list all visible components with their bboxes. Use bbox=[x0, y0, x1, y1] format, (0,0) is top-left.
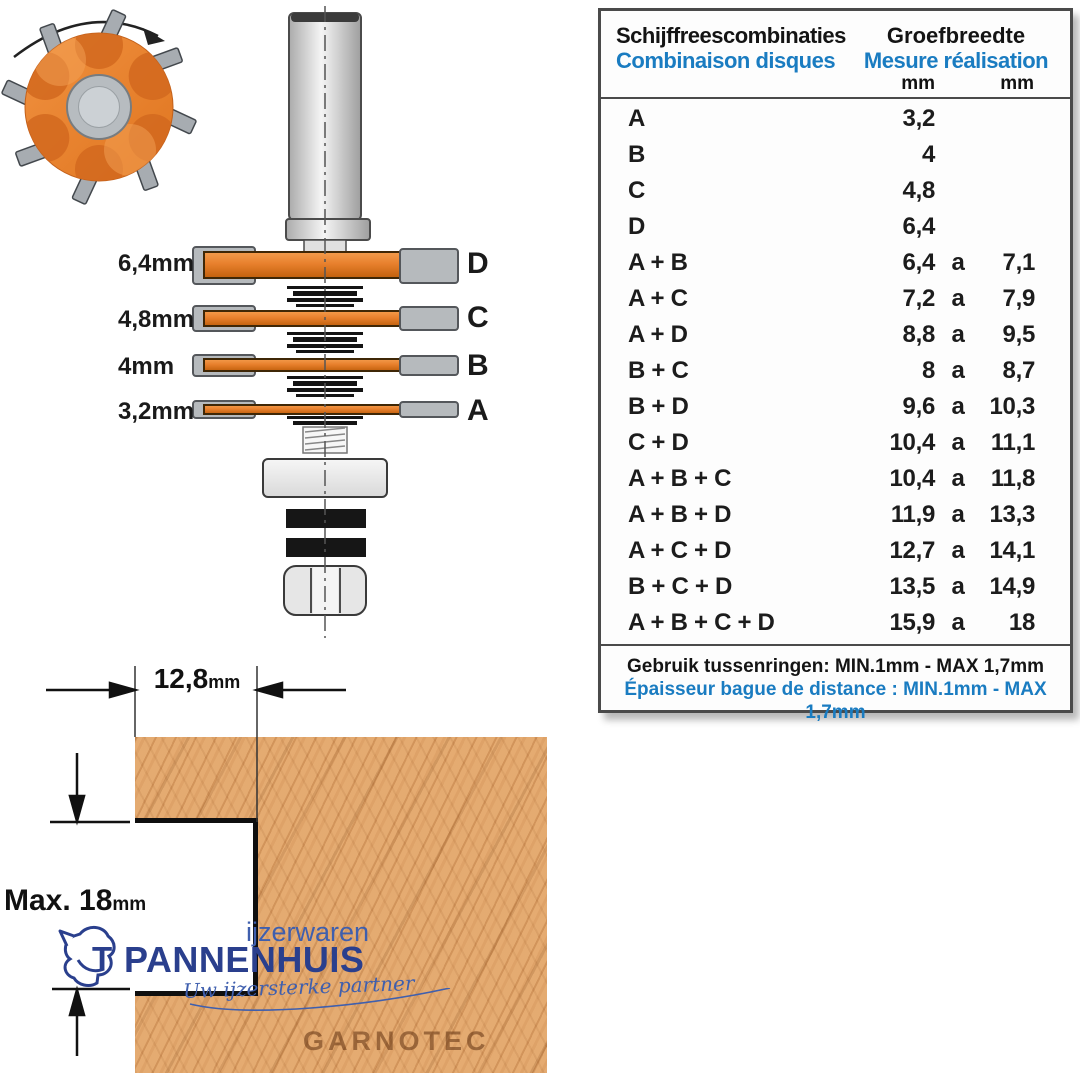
table-row bbox=[601, 101, 1070, 137]
min-width-cell: 8,8 bbox=[902, 321, 935, 348]
range-separator-cell: a bbox=[951, 465, 965, 492]
min-width-cell: 10,4 bbox=[889, 465, 935, 492]
max-width-cell: 10,3 bbox=[989, 393, 1035, 420]
combination-cell: B + C bbox=[628, 357, 689, 384]
combination-cell: A + D bbox=[628, 321, 688, 348]
width-value: 12,8 bbox=[153, 663, 209, 694]
table-row bbox=[601, 569, 1070, 605]
arbor-assembly-drawing bbox=[0, 0, 600, 660]
max-width-cell: 8,7 bbox=[1002, 357, 1035, 384]
depth-unit: mm bbox=[112, 894, 147, 915]
min-width-cell: 9,6 bbox=[902, 393, 935, 420]
black-spacer-1 bbox=[286, 509, 366, 528]
footer-note-nl: Gebruik tussenringen: MIN.1mm - MAX 1,7mm bbox=[626, 656, 1045, 677]
max-depth-dimension bbox=[4, 884, 146, 918]
logo-ijzerwaren-text: ijzerwaren bbox=[246, 917, 370, 947]
table-row bbox=[601, 353, 1070, 389]
max-width-cell: 18 bbox=[1008, 609, 1035, 636]
logo-name: PANNENHUIS bbox=[124, 939, 365, 980]
slot-cutter-disc bbox=[1, 9, 196, 204]
max-width-cell: 7,9 bbox=[1002, 285, 1035, 312]
min-width-cell: 6,4 bbox=[902, 213, 935, 240]
max-width-cell: 11,1 bbox=[990, 429, 1035, 456]
max-width-cell: 7,1 bbox=[1002, 249, 1035, 276]
min-width-cell: 11,9 bbox=[890, 501, 935, 528]
table-row bbox=[601, 245, 1070, 281]
combinations-table bbox=[598, 8, 1073, 723]
header-col1-fr: Combinaison disques bbox=[616, 48, 836, 73]
min-width-cell: 4 bbox=[921, 141, 935, 168]
range-separator-cell: a bbox=[951, 429, 965, 456]
table-footer bbox=[601, 644, 1070, 723]
black-spacer-2 bbox=[286, 538, 366, 557]
shank bbox=[286, 13, 370, 253]
max-width-cell: 9,5 bbox=[1002, 321, 1035, 348]
range-separator-cell: a bbox=[951, 393, 965, 420]
header-col2-fr: Mesure réalisation bbox=[863, 48, 1049, 73]
range-separator-cell: a bbox=[951, 537, 965, 564]
combination-cell: A + C + D bbox=[628, 537, 732, 564]
combination-cell: A bbox=[628, 105, 646, 132]
combination-cell: A + B + D bbox=[628, 501, 732, 528]
unit-mm-min: mm bbox=[901, 73, 935, 94]
table-row bbox=[601, 281, 1070, 317]
min-width-cell: 15,9 bbox=[889, 609, 935, 636]
cutter-letter-b: B bbox=[467, 349, 489, 382]
table-row bbox=[601, 461, 1070, 497]
cutter-size-label-b: 4mm bbox=[118, 353, 175, 380]
combination-cell: B + C + D bbox=[628, 573, 732, 600]
combination-cell: C bbox=[628, 177, 646, 204]
groove-width-dimension bbox=[137, 663, 257, 695]
combination-cell: A + B + C bbox=[628, 465, 732, 492]
table-row bbox=[601, 605, 1070, 641]
wood-watermark: GARNOTEC bbox=[303, 1026, 490, 1056]
footer-note-fr: Épaisseur bague de distance : MIN.1mm - MAX 1,7mm bbox=[624, 679, 1047, 723]
max-width-cell: 11,8 bbox=[990, 465, 1035, 492]
min-width-cell: 8 bbox=[921, 357, 935, 384]
min-width-cell: 13,5 bbox=[889, 573, 935, 600]
combination-cell: A + B bbox=[628, 249, 688, 276]
depth-value: Max. 18 bbox=[4, 884, 113, 917]
range-separator-cell: a bbox=[951, 321, 965, 348]
header-col2-nl: Groefbreedte bbox=[886, 23, 1026, 48]
range-separator-cell: a bbox=[951, 357, 965, 384]
max-width-cell: 14,9 bbox=[989, 573, 1035, 600]
combination-cell: B bbox=[628, 141, 646, 168]
header-col1-nl: Schijffreescombinaties bbox=[616, 23, 846, 48]
min-width-cell: 10,4 bbox=[889, 429, 935, 456]
min-width-cell: 3,2 bbox=[902, 105, 935, 132]
table-row bbox=[601, 533, 1070, 569]
min-width-cell: 12,7 bbox=[889, 537, 935, 564]
disc-bore bbox=[79, 87, 120, 128]
table-row bbox=[601, 425, 1070, 461]
unit-mm-max: mm bbox=[1000, 73, 1034, 94]
table-header bbox=[601, 11, 1070, 99]
cutter-size-label-d: 6,4mm bbox=[118, 250, 195, 277]
shank-flange bbox=[286, 219, 370, 240]
max-width-cell: 13,3 bbox=[989, 501, 1035, 528]
cutter-letter-d: D bbox=[467, 247, 489, 280]
cutter-letter-a: A bbox=[467, 394, 489, 427]
logo-tagline: Uw ijzersterke partner bbox=[182, 970, 415, 1004]
combination-cell: D bbox=[628, 213, 646, 240]
cutter-size-label-a: 3,2mm bbox=[118, 398, 195, 425]
range-separator-cell: a bbox=[951, 249, 965, 276]
logo-monogram: T bbox=[92, 940, 113, 977]
combination-cell: A + C bbox=[628, 285, 688, 312]
tagline-underline-swoosh bbox=[188, 988, 468, 1022]
table-row bbox=[601, 137, 1070, 173]
table-row bbox=[601, 389, 1070, 425]
combination-cell: C + D bbox=[628, 429, 689, 456]
combination-cell: B + D bbox=[628, 393, 689, 420]
combination-cell: A + B + C + D bbox=[628, 609, 775, 636]
width-unit: mm bbox=[208, 672, 241, 692]
max-width-cell: 14,1 bbox=[989, 537, 1035, 564]
range-separator-cell: a bbox=[951, 285, 965, 312]
range-separator-cell: a bbox=[951, 501, 965, 528]
table-row bbox=[601, 497, 1070, 533]
range-separator-cell: a bbox=[951, 573, 965, 600]
table-row bbox=[601, 209, 1070, 245]
min-width-cell: 7,2 bbox=[902, 285, 935, 312]
table-row bbox=[601, 317, 1070, 353]
min-width-cell: 6,4 bbox=[902, 249, 935, 276]
range-separator-cell: a bbox=[951, 609, 965, 636]
cutter-size-label-c: 4,8mm bbox=[118, 306, 195, 333]
table-row bbox=[601, 173, 1070, 209]
table-rows bbox=[601, 99, 1070, 643]
min-width-cell: 4,8 bbox=[902, 177, 935, 204]
cutter-letter-c: C bbox=[467, 301, 489, 334]
